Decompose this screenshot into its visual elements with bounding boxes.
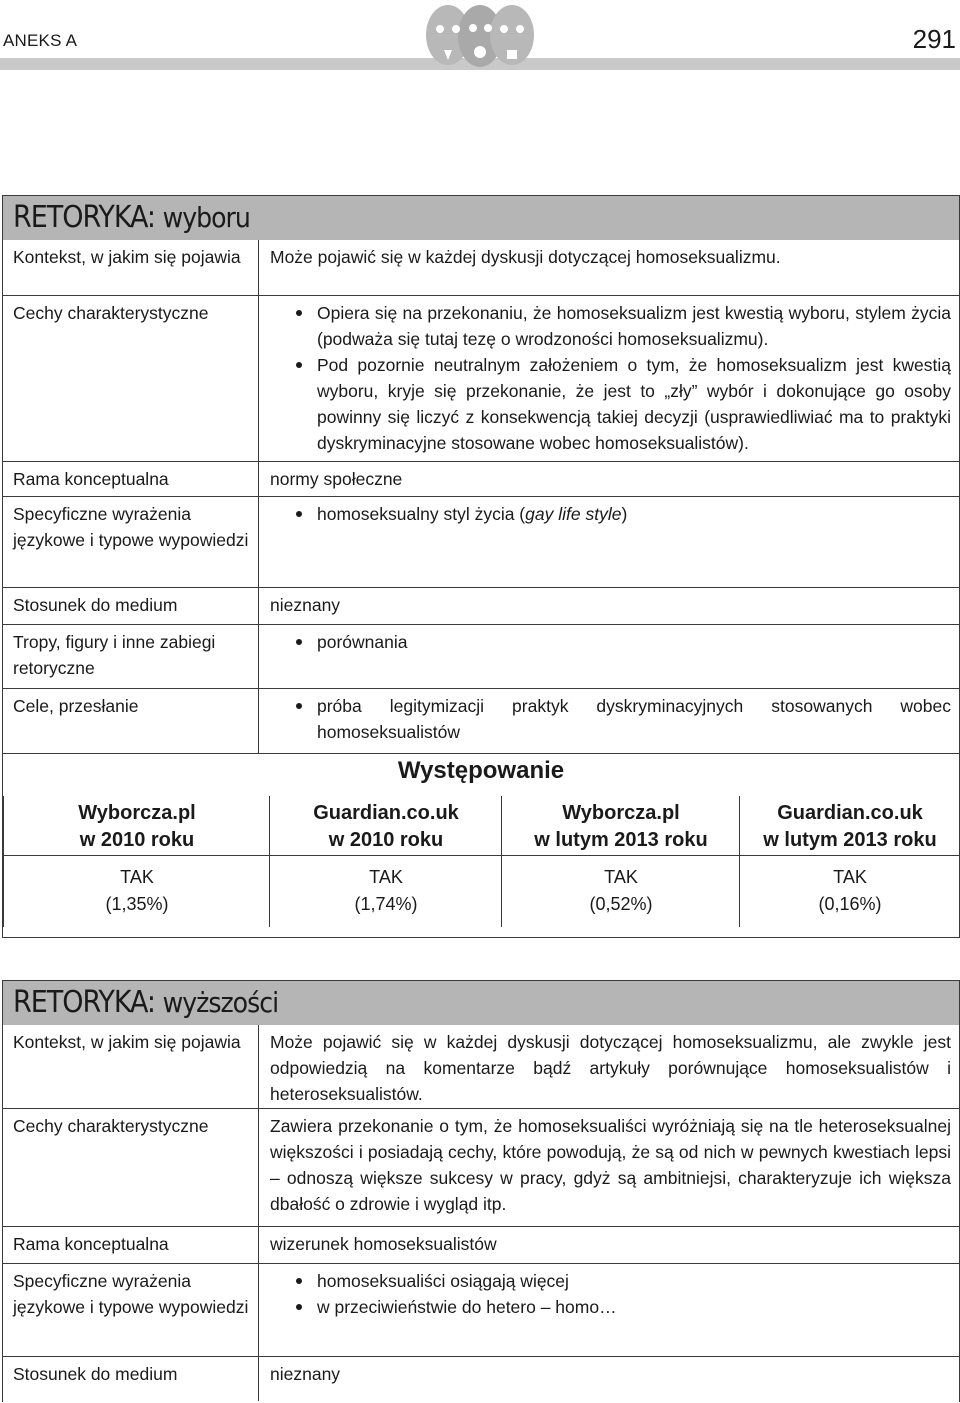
source-period: w 2010 roku bbox=[328, 829, 444, 851]
page-header bbox=[0, 0, 960, 70]
list-item: Opiera się na przekonaniu, że homoseksualizm jest kwestią wyboru, stylem życia (podważa się tutaj tezę o wrodzoności homoseksualizmu). bbox=[270, 300, 951, 352]
rhetoric-choice-table bbox=[2, 195, 960, 938]
title-prefix: RETORYKA: bbox=[13, 200, 156, 235]
occurrence-heading: Występowanie bbox=[397, 757, 565, 784]
bullet-list bbox=[270, 629, 951, 655]
row-value: nieznany bbox=[270, 595, 341, 615]
occurrence-flag: TAK bbox=[604, 867, 638, 887]
row-label: Cele, przesłanie bbox=[3, 689, 259, 753]
source-period: w 2010 roku bbox=[79, 829, 195, 851]
row-label: Specyficzne wyrażenia językowe i typowe wypowiedzi bbox=[3, 1264, 259, 1356]
occurrence-percent: (1,35%) bbox=[105, 894, 169, 914]
row-value bbox=[270, 625, 951, 655]
row-expressions bbox=[3, 496, 959, 587]
appendix-label: ANEKS A bbox=[3, 31, 78, 50]
occurrence-flag: TAK bbox=[833, 867, 867, 887]
bullet-list bbox=[270, 300, 951, 456]
row-medium bbox=[3, 1356, 959, 1401]
source-name: Wyborcza.pl bbox=[78, 802, 196, 824]
row-label: Kontekst, w jakim się pojawia bbox=[3, 240, 259, 295]
row-value bbox=[270, 296, 951, 456]
list-item bbox=[270, 501, 951, 527]
row-label: Specyficzne wyrażenia językowe i typowe wypowiedzi bbox=[3, 497, 259, 587]
row-context bbox=[3, 1025, 959, 1108]
occurrence-percent: (0,16%) bbox=[818, 894, 882, 914]
row-label: Stosunek do medium bbox=[3, 588, 259, 624]
row-features bbox=[3, 1108, 959, 1226]
source-period: w lutym 2013 roku bbox=[534, 829, 708, 851]
occurrence-percent: (0,52%) bbox=[589, 894, 653, 914]
section-title bbox=[3, 196, 959, 240]
source-period: w lutym 2013 roku bbox=[763, 829, 937, 851]
row-value: normy społeczne bbox=[270, 469, 403, 489]
row-value: nieznany bbox=[270, 1364, 341, 1384]
list-item: porównania bbox=[270, 629, 951, 655]
row-value: Może pojawić się w każdej dyskusji dotyczącej homoseksualizmu. bbox=[270, 247, 781, 267]
row-expressions bbox=[3, 1263, 959, 1356]
row-features bbox=[3, 295, 959, 461]
occurrence-flag: TAK bbox=[369, 867, 403, 887]
bullet-list bbox=[270, 693, 951, 745]
list-item: homoseksualiści osiągają więcej bbox=[270, 1268, 951, 1294]
row-label: Kontekst, w jakim się pojawia bbox=[3, 1025, 259, 1108]
row-label: Stosunek do medium bbox=[3, 1357, 259, 1401]
row-value: Może pojawić się w każdej dyskusji dotyczącej homoseksualizmu, ale zwykle jest odpowiedzią na komentarze bądź artykuły porównujące homoseksualistów i heteroseksualistów. bbox=[270, 1032, 951, 1104]
row-label: Cechy charakterystyczne bbox=[3, 296, 259, 461]
row-value: wizerunek homoseksualistów bbox=[270, 1234, 497, 1254]
title-topic: wyboru bbox=[162, 201, 250, 234]
row-frame bbox=[3, 461, 959, 496]
bullet-list bbox=[270, 501, 951, 527]
row-tropes bbox=[3, 624, 959, 688]
row-value: Zawiera przekonanie o tym, że homoseksualiści wyróżniają się na tle heteroseksualnej większości i posiadają cechy, które powodują, że są od nich w pewnych kwestiach lepsi – odnoszą większe sukcesy w pracy, gdyż są ambitniejsi, charakteryzuje ich większa dbałość o zdrowie i wygląd itp. bbox=[270, 1116, 951, 1214]
occurrence-percent: (1,74%) bbox=[354, 894, 418, 914]
theatre-masks-icon bbox=[418, 2, 542, 68]
row-label: Tropy, figury i inne zabiegi retoryczne bbox=[3, 625, 259, 688]
item-text-end: ) bbox=[621, 504, 628, 524]
list-item: w przeciwieństwie do hetero – homo… bbox=[270, 1294, 951, 1320]
list-item: próba legitymizacji praktyk dyskryminacyjnych stosowanych wobec homoseksualistów bbox=[270, 693, 951, 745]
row-value bbox=[270, 497, 951, 527]
occurrence-col bbox=[501, 796, 740, 927]
occurrence-flag: TAK bbox=[120, 867, 154, 887]
page-number: 291 bbox=[912, 24, 956, 54]
title-topic: wyższości bbox=[162, 986, 279, 1019]
row-label: Rama konceptualna bbox=[3, 1227, 259, 1263]
row-medium bbox=[3, 587, 959, 624]
occurrence-columns bbox=[3, 796, 959, 927]
row-label: Rama konceptualna bbox=[3, 462, 259, 496]
item-text: homoseksualny styl życia ( bbox=[317, 504, 526, 524]
occurrence-block bbox=[3, 753, 959, 927]
row-label: Cechy charakterystyczne bbox=[3, 1109, 259, 1226]
source-name: Guardian.co.uk bbox=[313, 802, 459, 824]
occurrence-col bbox=[739, 796, 960, 927]
item-italic: gay life style bbox=[525, 504, 622, 524]
row-value bbox=[270, 689, 951, 745]
row-value bbox=[270, 1264, 951, 1320]
occurrence-col bbox=[3, 796, 270, 927]
source-name: Wyborcza.pl bbox=[562, 802, 680, 824]
section-title bbox=[3, 981, 959, 1025]
occurrence-col bbox=[269, 796, 502, 927]
row-frame bbox=[3, 1226, 959, 1263]
source-name: Guardian.co.uk bbox=[777, 802, 923, 824]
bullet-list bbox=[270, 1268, 951, 1320]
title-prefix: RETORYKA: bbox=[13, 985, 156, 1020]
row-context bbox=[3, 240, 959, 295]
row-goals bbox=[3, 688, 959, 753]
rhetoric-superiority-table bbox=[2, 980, 960, 1402]
list-item: Pod pozornie neutralnym założeniem o tym, że homoseksualizm jest kwestią wyboru, kryje się przekonanie, że jest to „zły” wybór i dokonujące go osoby powinny się liczyć z konsekwencją takiej decyzji (usprawiedliwiać ma to praktyki dyskryminacyjne stosowane wobec homoseksualistów). bbox=[270, 352, 951, 456]
